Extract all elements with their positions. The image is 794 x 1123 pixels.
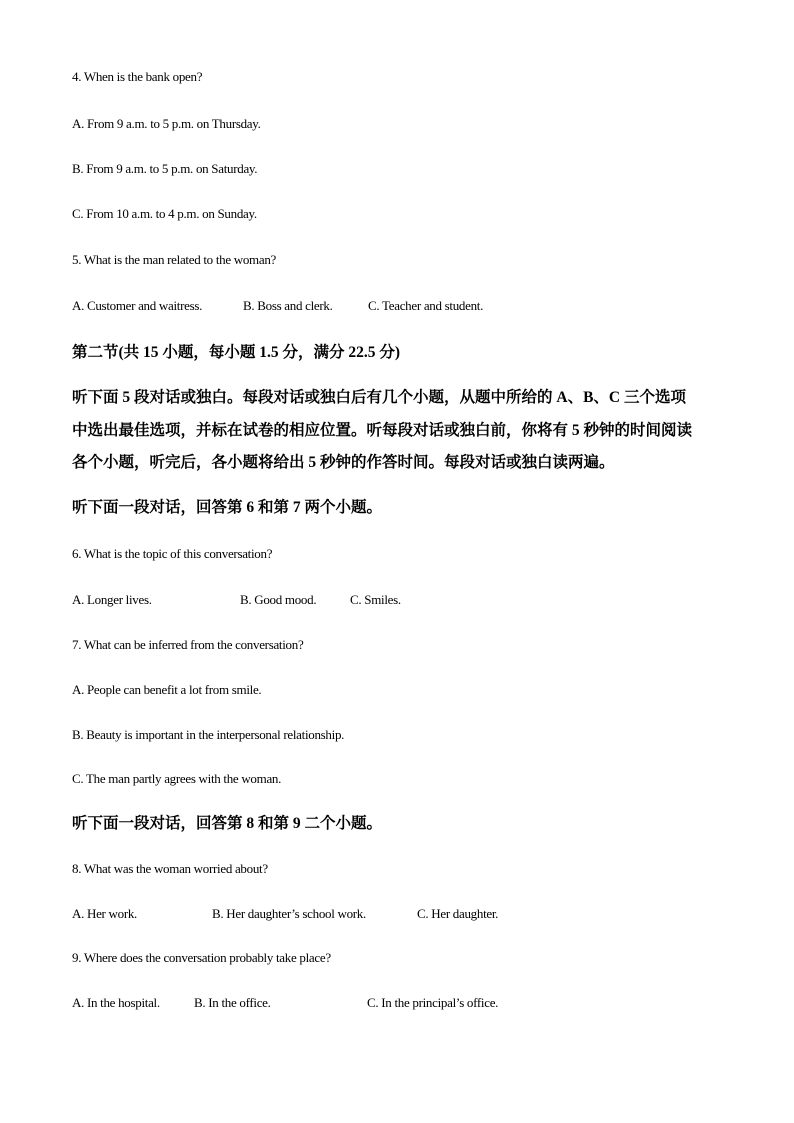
q7-option-a: A. People can benefit a lot from smile. [72,682,262,697]
q5-option-a: A. Customer and waitress. [72,298,203,313]
q4-option-c: C. From 10 a.m. to 4 p.m. on Sunday. [72,206,257,221]
question-9: 9. Where does the conversation probably take place? [72,950,331,965]
question-6: 6. What is the topic of this conversation? [72,546,273,561]
instruction-line-2: 中选出最佳选项，并标在试卷的相应位置。听每段对话或独白前，你将有 5 秒钟的时间阅读 [72,421,693,439]
q4-option-a: A. From 9 a.m. to 5 p.m. on Thursday. [72,116,261,131]
q5-option-b: B. Boss and clerk. [243,298,333,313]
q6-option-a: A. Longer lives. [72,592,152,607]
q5-option-c: C. Teacher and student. [368,298,484,313]
q6-option-b: B. Good mood. [240,592,317,607]
question-7: 7. What can be inferred from the conversation? [72,637,304,652]
group-1-instruction: 听下面一段对话，回答第 6 和第 7 两个小题。 [72,499,383,516]
group-2-instruction: 听下面一段对话，回答第 8 和第 9 二个小题。 [72,815,383,832]
question-5: 5. What is the man related to the woman? [72,252,276,267]
q4-option-b: B. From 9 a.m. to 5 p.m. on Saturday. [72,161,258,176]
q9-option-b: B. In the office. [194,995,271,1010]
section-2-instructions [72,382,722,480]
q7-option-b: B. Beauty is important in the interpersonal relationship. [72,727,345,742]
question-4: 4. When is the bank open? [72,69,203,84]
q8-option-c: C. Her daughter. [417,906,499,921]
section-2-title: 第二节(共 15 小题，每小题 1.5 分，满分 22.5 分) [72,344,401,361]
q6-option-c: C. Smiles. [350,592,401,607]
q8-option-b: B. Her daughter’s school work. [212,906,366,921]
instruction-line-1: 听下面 5 段对话或独白。每段对话或独白后有几个小题，从题中所给的 A、B、C 三个选项 [72,389,686,406]
q8-option-a: A. Her work. [72,906,137,921]
instruction-line-3: 各个小题，听完后，各小题将给出 5 秒钟的作答时间。每段对话或独白读两遍。 [72,454,615,471]
q7-option-c: C. The man partly agrees with the woman. [72,771,282,786]
q9-option-c: C. In the principal’s office. [367,995,499,1010]
question-8: 8. What was the woman worried about? [72,861,268,876]
q9-option-a: A. In the hospital. [72,995,160,1010]
